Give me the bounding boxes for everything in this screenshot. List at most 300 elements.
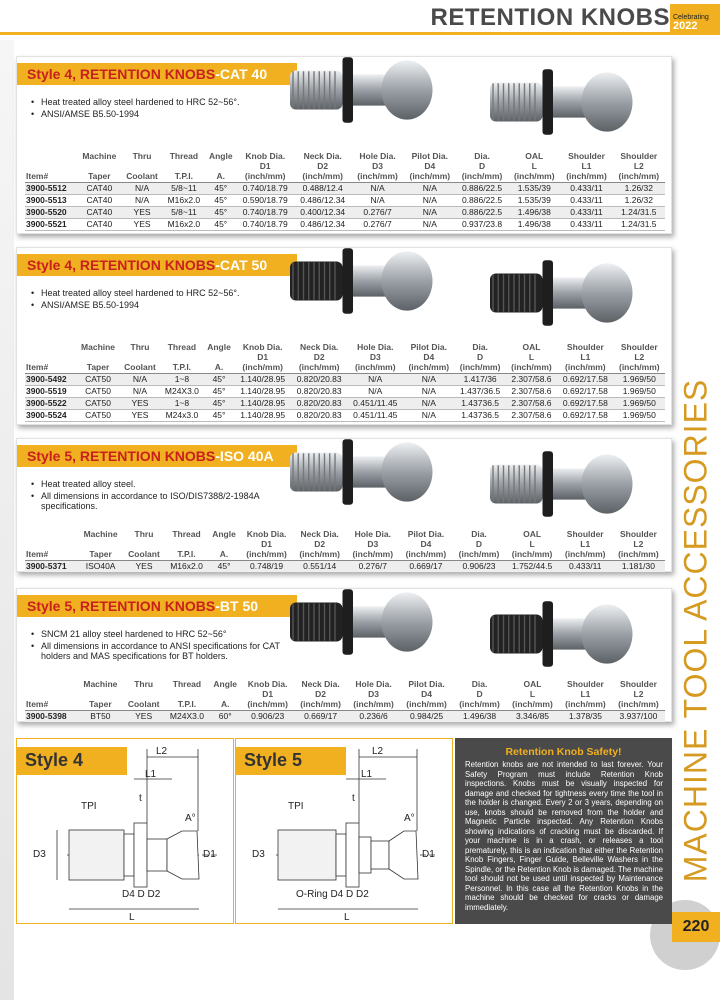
column-header-bottom: (inch/mm) — [452, 549, 505, 561]
column-header-top: Hole Dia. — [354, 529, 391, 539]
bullet-item: • Heat treated alloy steel. — [31, 479, 291, 489]
section-title — [27, 598, 258, 614]
column-header-bottom: (inch/mm) — [240, 549, 293, 561]
table-cell: N/A — [422, 207, 437, 217]
table-cell: 1~8 — [174, 374, 190, 384]
column-header-bottom: (inch/mm) — [560, 171, 612, 183]
table-cell: 45° — [212, 386, 226, 396]
column-header-top: Shoulder — [566, 342, 604, 352]
section-iso40a — [16, 438, 672, 572]
label-bottom: O-Ring D4 D D2 — [296, 889, 369, 900]
table-cell: 1.140/28.95 — [240, 410, 286, 420]
section-name: RETENTION KNOBS — [79, 257, 216, 273]
column-header-top: OAL — [522, 342, 541, 352]
section-style: Style 5, — [27, 448, 77, 464]
column-header-mid — [209, 689, 241, 699]
column-header-mid: D — [475, 539, 483, 549]
table-cell: M16x2.0 — [170, 561, 203, 571]
table-cell: 0.740/18.79 — [242, 219, 288, 229]
table-cell: 0.669/17 — [304, 711, 338, 721]
table-cell: 0.748/19 — [250, 561, 284, 571]
column-header-mid: D2 — [315, 689, 327, 699]
spec-table — [25, 151, 665, 231]
section-title — [27, 66, 267, 82]
diagram-style4 — [16, 738, 234, 924]
diagram-title: Style 4 — [17, 747, 127, 775]
column-header-bottom: A. — [204, 362, 235, 374]
column-header-top: Hole Dia. — [355, 679, 392, 689]
table-cell: 0.433/11 — [568, 561, 602, 571]
column-header-mid — [78, 539, 123, 549]
column-header-mid: D — [476, 689, 483, 699]
table-cell: 3900-5492 — [26, 374, 67, 384]
column-header-bottom: (inch/mm) — [456, 171, 508, 183]
section-name: RETENTION KNOBS — [79, 448, 216, 464]
column-header-mid — [163, 161, 205, 171]
column-header-mid: D2 — [317, 161, 329, 171]
column-header-mid — [25, 352, 76, 362]
column-header-top: Hole Dia. — [357, 342, 394, 352]
column-header-top: Hole Dia. — [359, 151, 396, 161]
column-header-top: Shoulder — [620, 342, 658, 352]
table-cell: YES — [131, 398, 149, 408]
column-header-top: Angle — [213, 679, 238, 689]
knob-image-angle — [487, 63, 637, 146]
table-cell: 0.886/22.5 — [461, 183, 503, 193]
table-cell: 1.43736.5 — [461, 398, 500, 408]
column-header-mid: L1 — [581, 161, 592, 171]
table-cell: 0.433/11 — [570, 183, 603, 193]
label-bottom: D4 D D2 — [122, 889, 161, 900]
table-row — [25, 183, 665, 195]
column-header-mid: D4 — [424, 161, 436, 171]
table-cell: 1.969/50 — [622, 374, 656, 384]
table-cell: 0.886/22.5 — [461, 207, 503, 217]
table-cell: 3900-5398 — [26, 711, 67, 721]
column-header-mid — [25, 539, 78, 549]
knob-image-side — [287, 51, 437, 134]
celebrating-badge — [670, 4, 720, 32]
table-cell: 2.307/58.6 — [511, 386, 552, 396]
column-header-mid — [78, 689, 123, 699]
label-l2: L2 — [156, 746, 168, 757]
column-header-top — [25, 679, 78, 689]
table-cell: 1.140/28.95 — [240, 386, 286, 396]
table-cell: 3.937/100 — [619, 711, 658, 721]
table-cell: 1.969/50 — [622, 398, 656, 408]
label-l1: L1 — [361, 769, 373, 780]
table-cell: CAT50 — [85, 386, 111, 396]
column-header-bottom: (inch/mm) — [508, 171, 560, 183]
bullet-item: • ANSI/AMSE B5.50-1994 — [31, 300, 291, 310]
table-cell: 60° — [218, 711, 232, 721]
column-header-bottom: (inch/mm) — [400, 699, 453, 711]
table-cell: N/A — [134, 183, 150, 193]
column-header-mid — [204, 352, 235, 362]
column-header-bottom: Coolant — [120, 362, 161, 374]
column-header-top: Pilot Dia. — [410, 342, 447, 352]
section-bullets — [31, 479, 291, 513]
table-cell: CAT40 — [86, 195, 113, 205]
table-cell: 45° — [212, 398, 226, 408]
column-header-bottom: T.P.I. — [160, 362, 203, 374]
table-cell: 45° — [212, 374, 226, 384]
section-header — [17, 63, 297, 85]
table-cell: 1.969/50 — [622, 410, 656, 420]
column-header-mid: L2 — [633, 161, 644, 171]
table-row — [25, 711, 665, 723]
table-row — [25, 219, 665, 231]
column-header-mid: D1 — [262, 689, 274, 699]
column-header-top — [25, 151, 77, 161]
table-cell: 0.740/18.79 — [242, 207, 288, 217]
knob-image-angle — [487, 445, 637, 528]
table-cell: N/A — [421, 386, 436, 396]
table-cell: N/A — [370, 183, 385, 193]
table-cell: 45° — [214, 219, 228, 229]
table-cell: BT50 — [90, 711, 111, 721]
column-header-bottom: (inch/mm) — [291, 362, 347, 374]
column-header-top: Shoulder — [568, 151, 605, 161]
section-bt50 — [16, 588, 672, 722]
safety-text: Retention knobs are not intended to last forever. Your Safety Program must include Retention Knob inspections. Knobs must be visually inspected for damage and checked for tightness every time the tool in the holder is changed. Every 2 or 3 years, depending on use, knobs should be removed from the holder and Magnetic Particle inspected. Any Retention Knobs showing indications of cracking must be discarded. If your machine is in a crash, or releases a tool prematurely, this is an indication that either the Retention Knob Fingers, Finger Guide, Belleville Washers in the Spindle, or the Retention Knob is damaged. The machine tool should not be used until inspected by Maintenance Personnel. In this case all the Retention Knobs in the machine should be checked for cracks or damage immediately. — [465, 760, 663, 912]
table-cell: 1.26/32 — [624, 183, 653, 193]
section-bullets — [31, 288, 291, 312]
section-style: Style 4, — [27, 257, 77, 273]
side-title — [672, 378, 720, 882]
knob-image-angle — [487, 254, 637, 337]
column-header-bottom: (inch/mm) — [559, 549, 612, 561]
table-cell: 0.937/23.8 — [461, 219, 503, 229]
table-cell: 1.417/36 — [463, 374, 497, 384]
column-header-bottom: (inch/mm) — [614, 362, 665, 374]
table-cell: 0.551/14 — [303, 561, 337, 571]
table-cell: M24X3.0 — [164, 386, 199, 396]
table-cell: 3900-5522 — [26, 398, 67, 408]
column-header-bottom: Taper — [78, 549, 123, 561]
bullet-item: • Heat treated alloy steel hardened to HRC 52~56°. — [31, 97, 291, 107]
spec-table — [25, 342, 665, 422]
label-t: t — [352, 793, 355, 804]
bullet-item: • SNCM 21 alloy steel hardened to HRC 52~56° — [31, 629, 291, 639]
table-cell: M24x3.0 — [165, 410, 199, 420]
column-header-mid — [121, 161, 162, 171]
table-cell: N/A — [132, 374, 148, 384]
knob-image-side — [287, 433, 437, 516]
table-cell: 0.433/11 — [570, 219, 603, 229]
column-header-top: Shoulder — [566, 529, 604, 539]
column-header-mid: D1 — [259, 161, 271, 171]
section-bullets — [31, 97, 291, 121]
label-d1: D1 — [203, 849, 216, 860]
table-cell: 0.451/11.45 — [353, 410, 398, 420]
column-header-bottom: (inch/mm) — [506, 362, 557, 374]
table-cell: 0.276/7 — [358, 561, 387, 571]
column-header-bottom: A. — [205, 171, 236, 183]
section-tag: -BT 50 — [215, 598, 259, 614]
column-header-top: OAL — [523, 679, 542, 689]
table-cell: 1.26/32 — [624, 195, 653, 205]
column-header-top: Thread — [169, 151, 199, 161]
column-header-top: Pilot Dia. — [411, 151, 448, 161]
table-cell: 1.24/31.5 — [621, 207, 657, 217]
table-cell: N/A — [370, 195, 385, 205]
table-cell: 0.590/18.79 — [242, 195, 288, 205]
column-header-top: Dia. — [474, 151, 490, 161]
bullet-item: • All dimensions in accordance to ANSI specifications for CAT holders and MAS specifications for BT holders. — [31, 641, 291, 661]
column-header-bottom: (inch/mm) — [347, 362, 403, 374]
column-header-top: Thru — [132, 151, 152, 161]
table-cell: 3900-5371 — [26, 561, 67, 571]
column-header-bottom: Item# — [25, 549, 78, 561]
table-cell: YES — [135, 561, 153, 571]
column-header-mid: D2 — [313, 352, 325, 362]
table-cell: N/A — [421, 398, 436, 408]
table-cell: 0.433/11 — [570, 207, 603, 217]
table-cell: 5/8~11 — [171, 207, 197, 217]
column-header-bottom: (inch/mm) — [234, 362, 290, 374]
section-title — [27, 448, 274, 464]
column-header-top: Thru — [130, 342, 150, 352]
column-header-top: Angle — [212, 529, 236, 539]
decorative-strip — [0, 40, 14, 1000]
column-header-top — [25, 529, 78, 539]
column-header-top: Machine — [83, 679, 118, 689]
table-cell: N/A — [422, 219, 437, 229]
diagram-style5 — [235, 738, 453, 924]
table-cell: N/A — [368, 374, 383, 384]
table-cell: 0.692/17.58 — [562, 386, 608, 396]
table-cell: 2.307/58.6 — [511, 374, 552, 384]
table-cell: 1.496/38 — [517, 207, 551, 217]
column-header-top: Neck Dia. — [300, 529, 339, 539]
column-header-mid: L1 — [580, 689, 591, 699]
table-cell: YES — [131, 410, 149, 420]
table-cell: ISO40A — [85, 561, 116, 571]
table-cell: 0.692/17.58 — [562, 374, 608, 384]
column-header-mid — [208, 539, 240, 549]
table-cell: 1.140/28.95 — [240, 398, 286, 408]
column-header-top: Thread — [172, 679, 202, 689]
label-l: L — [129, 912, 135, 923]
column-header-top: Machine — [81, 342, 116, 352]
table-cell: 3900-5520 — [26, 207, 67, 217]
table-cell: 2.307/58.6 — [511, 398, 552, 408]
column-header-bottom: (inch/mm) — [612, 549, 665, 561]
table-row — [25, 398, 665, 410]
column-header-top: Neck Dia. — [300, 342, 339, 352]
column-header-top: Pilot Dia. — [408, 679, 445, 689]
column-header-mid: L — [528, 352, 535, 362]
column-header-mid — [165, 539, 208, 549]
table-cell: 0.906/23 — [251, 711, 285, 721]
label-d1: D1 — [422, 849, 435, 860]
knob-image-angle — [487, 595, 637, 678]
table-row — [25, 386, 665, 398]
table-cell: 1.181/30 — [621, 561, 655, 571]
column-header-top: Shoulder — [619, 529, 657, 539]
column-header-bottom: (inch/mm) — [236, 171, 293, 183]
table-cell: 0.488/12.4 — [302, 183, 343, 193]
section-cat40 — [16, 56, 672, 234]
table-cell: 1.496/38 — [462, 711, 497, 721]
side-title-text: MACHINE TOOL ACCESSORIES — [677, 378, 714, 882]
table-cell: 0.984/25 — [410, 711, 444, 721]
table-cell: 0.740/18.79 — [242, 183, 288, 193]
table-cell: CAT50 — [85, 410, 111, 420]
column-header-top: Thread — [172, 529, 201, 539]
column-header-bottom: (inch/mm) — [241, 699, 294, 711]
column-header-bottom: (inch/mm) — [506, 549, 559, 561]
table-cell: 2.307/58.6 — [511, 410, 552, 420]
label-t: t — [139, 793, 142, 804]
table-cell: 3900-5524 — [26, 410, 67, 420]
table-cell: 1.535/39 — [517, 183, 551, 193]
column-header-top: Shoulder — [620, 151, 658, 161]
table-cell: 45° — [214, 195, 228, 205]
column-header-bottom: (inch/mm) — [347, 699, 400, 711]
column-header-top: Neck Dia. — [303, 151, 342, 161]
column-header-bottom: (inch/mm) — [559, 699, 612, 711]
celebrating-year: 2022 — [673, 20, 698, 32]
column-header-mid: L — [531, 161, 537, 171]
knob-image-side — [287, 242, 437, 325]
table-cell: 1.43736.5 — [461, 410, 500, 420]
spec-table — [25, 679, 665, 723]
column-header-mid — [165, 689, 210, 699]
column-header-bottom: (inch/mm) — [613, 171, 665, 183]
column-header-bottom: (inch/mm) — [294, 171, 351, 183]
column-header-mid: D — [477, 352, 484, 362]
column-header-bottom: T.P.I. — [165, 699, 210, 711]
section-name: RETENTION KNOBS — [79, 66, 216, 82]
table-cell: 1.535/39 — [517, 195, 551, 205]
table-cell: CAT50 — [85, 374, 111, 384]
table-cell: M16x2.0 — [167, 195, 201, 205]
table-cell: 5/8~11 — [171, 183, 197, 193]
table-cell: M16x2.0 — [167, 219, 201, 229]
column-header-top: Machine — [83, 529, 118, 539]
table-row — [25, 561, 665, 573]
table-cell: CAT40 — [86, 219, 113, 229]
column-header-top: Angle — [208, 151, 233, 161]
table-cell: 0.486/12.34 — [300, 219, 346, 229]
table-cell: M24X3.0 — [169, 711, 204, 721]
column-header-bottom: (inch/mm) — [403, 362, 454, 374]
column-header-mid — [25, 161, 77, 171]
table-cell: 1.437/36.5 — [460, 386, 501, 396]
table-cell: 45° — [212, 410, 226, 420]
column-header-bottom: Coolant — [123, 549, 165, 561]
column-header-top: Dia. — [471, 529, 487, 539]
column-header-mid: L — [529, 539, 535, 549]
table-cell: 1~8 — [174, 398, 190, 408]
table-cell: N/A — [422, 183, 437, 193]
column-header-bottom: A. — [209, 699, 241, 711]
column-header-mid: D — [478, 161, 486, 171]
table-cell: N/A — [422, 195, 437, 205]
column-header-bottom: (inch/mm) — [346, 549, 399, 561]
table-cell: YES — [133, 219, 151, 229]
table-cell: 1.752/44.5 — [512, 561, 553, 571]
column-header-top: Thread — [167, 342, 197, 352]
column-header-bottom: T.P.I. — [163, 171, 205, 183]
table-cell: 0.276/7 — [363, 219, 392, 229]
column-header-mid — [25, 689, 78, 699]
table-cell: 0.486/12.34 — [300, 195, 346, 205]
safety-panel — [455, 738, 672, 924]
column-header-top: Shoulder — [620, 679, 657, 689]
table-cell: 1.378/35 — [568, 711, 602, 721]
column-header-mid: L2 — [633, 689, 644, 699]
column-header-top: Thru — [134, 679, 154, 689]
table-cell: 1.24/31.5 — [621, 219, 657, 229]
column-header-top: OAL — [523, 529, 542, 539]
column-header-bottom: Coolant — [123, 699, 165, 711]
table-cell: 3.346/85 — [515, 711, 550, 721]
column-header-mid: D3 — [368, 689, 380, 699]
table-cell: 45° — [214, 207, 228, 217]
column-header-mid: D1 — [261, 539, 272, 549]
column-header-top: Neck Dia. — [301, 679, 340, 689]
column-header-top: Knob Dia. — [247, 679, 288, 689]
column-header-mid — [160, 352, 203, 362]
column-header-top: Shoulder — [567, 679, 604, 689]
knob-image-side — [287, 583, 437, 666]
column-header-bottom: (inch/mm) — [399, 549, 452, 561]
column-header-top — [25, 342, 76, 352]
celebrating-label: Celebrating — [673, 14, 709, 21]
column-header-mid — [120, 352, 161, 362]
table-cell: 1.969/50 — [622, 386, 656, 396]
column-header-mid: D3 — [372, 161, 383, 171]
table-cell: N/A — [421, 374, 436, 384]
column-header-mid: L — [529, 689, 536, 699]
table-cell: 0.820/20.83 — [296, 410, 342, 420]
column-header-top: Angle — [207, 342, 231, 352]
table-cell: N/A — [134, 195, 150, 205]
column-header-bottom: (inch/mm) — [294, 699, 347, 711]
column-header-mid — [205, 161, 236, 171]
column-header-bottom: Item# — [25, 699, 78, 711]
spec-table — [25, 529, 665, 573]
label-angle: A° — [404, 813, 415, 824]
bullet-item: • ANSI/AMSE B5.50-1994 — [31, 109, 291, 119]
column-header-bottom: Taper — [76, 362, 119, 374]
table-cell: 0.692/17.58 — [562, 398, 608, 408]
column-header-bottom: Item# — [25, 362, 76, 374]
header-divider — [0, 32, 720, 35]
column-header-top: Knob Dia. — [245, 151, 286, 161]
bullet-item: • All dimensions in accordance to ISO/DIS7388/2-1984A specifications. — [31, 491, 291, 511]
column-header-top: Pilot Dia. — [407, 529, 445, 539]
section-title — [27, 257, 267, 273]
page-number: 220 — [672, 912, 720, 942]
column-header-mid — [123, 689, 165, 699]
column-header-bottom: Coolant — [121, 171, 162, 183]
table-cell: 3900-5519 — [26, 386, 67, 396]
section-style: Style 4, — [27, 66, 77, 82]
column-header-mid: L2 — [634, 352, 645, 362]
table-cell: N/A — [368, 386, 383, 396]
table-cell: 0.451/11.45 — [353, 398, 398, 408]
column-header-mid — [76, 352, 119, 362]
table-row — [25, 374, 665, 386]
section-tag: -CAT 50 — [215, 257, 268, 273]
table-cell: 1.496/38 — [517, 219, 551, 229]
column-header-mid: L2 — [633, 539, 644, 549]
label-l2: L2 — [372, 746, 384, 757]
